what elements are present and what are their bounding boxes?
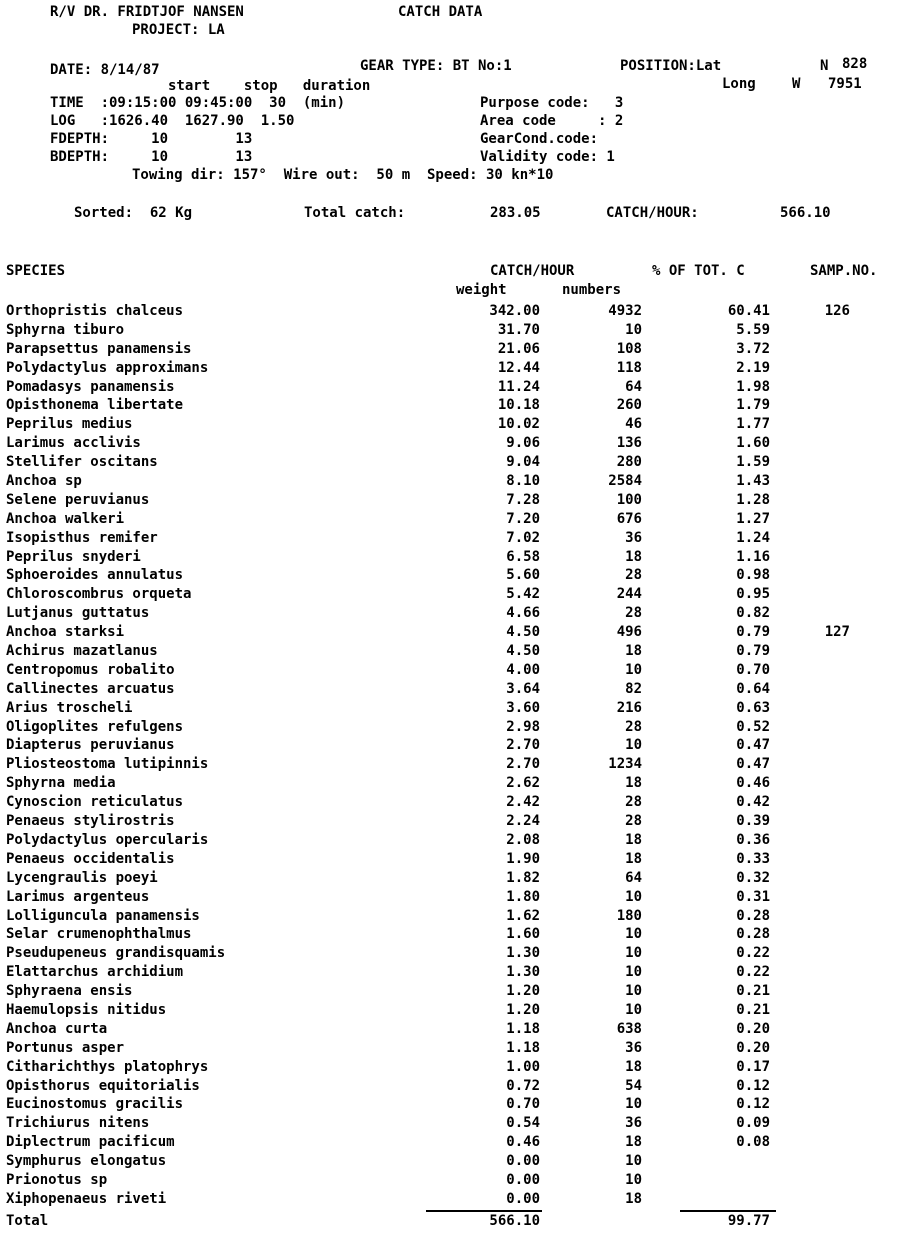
catch-weight: 4.50	[506, 624, 540, 641]
catch-weight: 0.46	[506, 1134, 540, 1151]
species-name: Pomadasys panamensis	[6, 378, 175, 395]
catch-weight: 0.00	[506, 1190, 540, 1207]
log-line: LOG :1626.40 1627.90 1.50	[50, 113, 295, 129]
catch-weight: 1.82	[506, 869, 540, 886]
species-name: Peprilus snyderi	[6, 548, 141, 565]
catch-weight: 2.62	[506, 775, 540, 792]
total-label: Total	[6, 1213, 49, 1229]
long-value: 7951	[828, 76, 862, 92]
catch-weight: 1.18	[506, 1039, 540, 1056]
samp-column-header: SAMP.NO.	[810, 263, 878, 279]
catch-weight: 7.20	[506, 510, 540, 527]
percent-of-total: 0.31	[736, 888, 770, 905]
catch-numbers: 180	[616, 907, 642, 924]
species-name: Callinectes arcuatus	[6, 680, 175, 697]
percent-of-total: 1.16	[736, 548, 770, 565]
gearcond-code: GearCond.code:	[480, 131, 599, 147]
catch-weight: 1.00	[506, 1058, 540, 1075]
catch-numbers: 18	[625, 1058, 642, 1075]
time-column-heads: start stop duration	[168, 78, 371, 94]
species-name: Selar crumenophthalmus	[6, 926, 192, 943]
table-row	[0, 1152, 900, 1171]
catch-numbers: 18	[625, 775, 642, 792]
table-row	[0, 453, 900, 472]
species-name: Achirus mazatlanus	[6, 643, 158, 660]
species-name: Stellifer oscitans	[6, 454, 158, 471]
catch-weight: 5.60	[506, 567, 540, 584]
catch-numbers: 36	[625, 1039, 642, 1056]
catch-hour-label: CATCH/HOUR:	[606, 205, 699, 221]
table-row	[0, 1077, 900, 1096]
species-name: Lutjanus guttatus	[6, 605, 150, 622]
catch-numbers: 18	[625, 1190, 642, 1207]
percent-of-total: 1.24	[736, 529, 770, 546]
catch-weight: 5.42	[506, 586, 540, 603]
table-row	[0, 491, 900, 510]
species-name: Portunus asper	[6, 1039, 125, 1056]
table-row	[0, 623, 900, 642]
table-row	[0, 718, 900, 737]
percent-of-total: 0.36	[736, 831, 770, 848]
species-name: Sphoeroides annulatus	[6, 567, 184, 584]
catch-weight: 9.04	[506, 454, 540, 471]
table-row	[0, 944, 900, 963]
species-name: Elattarchus archidium	[6, 964, 184, 981]
catch-numbers: 28	[625, 813, 642, 830]
species-name: Eucinostomus gracilis	[6, 1096, 184, 1113]
catch-weight: 2.08	[506, 831, 540, 848]
table-row	[0, 680, 900, 699]
catch-numbers: 36	[625, 529, 642, 546]
page-title: CATCH DATA	[398, 4, 483, 20]
percent-of-total: 0.46	[736, 775, 770, 792]
total-catch-label: Total catch:	[304, 205, 406, 221]
species-name: Isopisthus remifer	[6, 529, 158, 546]
table-row	[0, 907, 900, 926]
table-row	[0, 1095, 900, 1114]
catch-numbers: 82	[625, 680, 642, 697]
catch-weight: 4.66	[506, 605, 540, 622]
percent-of-total: 0.12	[736, 1096, 770, 1113]
catch-numbers: 54	[625, 1077, 642, 1094]
purpose-code: Purpose code: 3	[480, 95, 624, 111]
catch-weight: 342.00	[489, 303, 540, 319]
catch-numbers: 10	[625, 926, 642, 943]
catch-numbers: 118	[616, 359, 642, 376]
catch-hour-column-header: CATCH/HOUR	[490, 263, 575, 279]
percent-of-total: 0.32	[736, 869, 770, 886]
species-name: Anchoa walkeri	[6, 510, 125, 527]
catch-numbers: 10	[625, 1153, 642, 1170]
catch-weight: 0.54	[506, 1115, 540, 1132]
catch-numbers: 10	[625, 945, 642, 962]
species-name: Sphyrna tiburo	[6, 321, 125, 338]
catch-numbers: 36	[625, 1115, 642, 1132]
catch-weight: 3.60	[506, 699, 540, 716]
percent-of-total: 0.21	[736, 983, 770, 1000]
catch-numbers: 10	[625, 983, 642, 1000]
table-row	[0, 1039, 900, 1058]
table-row	[0, 736, 900, 755]
validity-code: Validity code: 1	[480, 149, 615, 165]
catch-weight: 1.30	[506, 945, 540, 962]
catch-weight: 4.50	[506, 643, 540, 660]
species-name: Penaeus stylirostris	[6, 813, 175, 830]
catch-weight: 1.62	[506, 907, 540, 924]
table-row	[0, 529, 900, 548]
catch-numbers: 28	[625, 605, 642, 622]
catch-numbers: 10	[625, 888, 642, 905]
table-row	[0, 1190, 900, 1209]
gear-type: GEAR TYPE: BT No:1	[360, 58, 512, 74]
sample-number: 127	[824, 624, 850, 641]
species-name: Lolliguncula panamensis	[6, 907, 200, 924]
species-name: Peprilus medius	[6, 416, 133, 433]
catch-weight: 4.00	[506, 661, 540, 678]
species-name: Trichiurus nitens	[6, 1115, 150, 1132]
percent-of-total: 0.47	[736, 756, 770, 773]
catch-numbers: 28	[625, 567, 642, 584]
species-name: Chloroscombrus orqueta	[6, 586, 192, 603]
catch-numbers: 10	[625, 321, 642, 338]
percent-of-total: 1.59	[736, 454, 770, 471]
total-pct: 99.77	[727, 1213, 770, 1229]
table-row	[0, 1171, 900, 1190]
table-row	[0, 302, 900, 321]
percent-of-total: 0.64	[736, 680, 770, 697]
catch-numbers: 244	[616, 586, 642, 603]
catch-weight: 1.20	[506, 983, 540, 1000]
percent-of-total: 0.22	[736, 964, 770, 981]
table-row	[0, 548, 900, 567]
catch-numbers: 638	[616, 1020, 642, 1037]
table-row	[0, 434, 900, 453]
species-name: Centropomus robalito	[6, 661, 175, 678]
percent-of-total: 3.72	[736, 340, 770, 357]
catch-weight: 0.00	[506, 1171, 540, 1188]
percent-of-total: 2.19	[736, 359, 770, 376]
percent-of-total: 0.21	[736, 1001, 770, 1018]
fdepth-line: FDEPTH: 10 13	[50, 131, 253, 147]
species-name: Pliosteostoma lutipinnis	[6, 756, 209, 773]
percent-of-total: 0.33	[736, 850, 770, 867]
catch-weight: 1.60	[506, 926, 540, 943]
long-direction: W	[792, 76, 801, 92]
table-row	[0, 661, 900, 680]
catch-weight: 3.64	[506, 680, 540, 697]
table-row	[0, 925, 900, 944]
weight-total-rule	[426, 1210, 542, 1212]
sample-number: 126	[824, 303, 850, 319]
numbers-column-header: numbers	[562, 282, 622, 298]
table-row	[0, 755, 900, 774]
percent-of-total: 1.28	[736, 491, 770, 508]
catch-numbers: 280	[616, 454, 642, 471]
catch-weight: 0.00	[506, 1153, 540, 1170]
species-name: Diapterus peruvianus	[6, 737, 175, 754]
catch-weight: 10.18	[497, 397, 540, 414]
species-name: Sphyraena ensis	[6, 983, 133, 1000]
sorted-weight: Sorted: 62 Kg	[74, 205, 193, 221]
species-name: Haemulopsis nitidus	[6, 1001, 167, 1018]
long-label: Long	[722, 76, 756, 92]
catch-numbers: 1234	[608, 756, 642, 773]
species-name: Larimus argenteus	[6, 888, 150, 905]
date-line: DATE: 8/14/87	[50, 62, 160, 78]
table-row	[0, 982, 900, 1001]
total-weight: 566.10	[489, 1213, 540, 1229]
weight-column-header: weight	[456, 282, 507, 298]
percent-of-total: 0.47	[736, 737, 770, 754]
catch-numbers: 18	[625, 548, 642, 565]
catch-numbers: 10	[625, 1096, 642, 1113]
species-name: Larimus acclivis	[6, 435, 141, 452]
percent-of-total: 0.70	[736, 661, 770, 678]
catch-weight: 0.70	[506, 1096, 540, 1113]
table-row	[0, 415, 900, 434]
catch-numbers: 10	[625, 737, 642, 754]
catch-numbers: 4932	[608, 303, 642, 319]
percent-of-total: 0.22	[736, 945, 770, 962]
catch-weight: 11.24	[497, 378, 540, 395]
species-name: Arius troscheli	[6, 699, 133, 716]
species-column-header: SPECIES	[6, 263, 66, 279]
catch-weight: 6.58	[506, 548, 540, 565]
table-row	[0, 850, 900, 869]
bdepth-line: BDEPTH: 10 13	[50, 149, 253, 165]
catch-numbers: 18	[625, 643, 642, 660]
percent-of-total: 0.28	[736, 926, 770, 943]
catch-weight: 7.28	[506, 491, 540, 508]
catch-weight: 2.24	[506, 813, 540, 830]
species-name: Pseudupeneus grandisquamis	[6, 945, 226, 962]
species-name: Opisthorus equitorialis	[6, 1077, 200, 1094]
percent-of-total: 1.77	[736, 416, 770, 433]
catch-numbers: 28	[625, 794, 642, 811]
catch-weight: 10.02	[497, 416, 540, 433]
catch-numbers: 10	[625, 1171, 642, 1188]
catch-weight: 1.18	[506, 1020, 540, 1037]
species-name: Penaeus occidentalis	[6, 850, 175, 867]
percent-of-total: 0.52	[736, 718, 770, 735]
species-name: Oligoplites refulgens	[6, 718, 184, 735]
catch-weight: 1.20	[506, 1001, 540, 1018]
table-row	[0, 510, 900, 529]
catch-numbers: 108	[616, 340, 642, 357]
catch-weight: 21.06	[497, 340, 540, 357]
percent-of-total: 0.39	[736, 813, 770, 830]
catch-weight: 1.80	[506, 888, 540, 905]
catch-weight: 9.06	[506, 435, 540, 452]
species-name: Polydactylus approximans	[6, 359, 209, 376]
position-label: POSITION:Lat	[620, 58, 722, 74]
table-row	[0, 396, 900, 415]
catch-numbers: 216	[616, 699, 642, 716]
species-name: Lycengraulis poeyi	[6, 869, 158, 886]
table-row	[0, 963, 900, 982]
table-row	[0, 604, 900, 623]
pct-total-rule	[680, 1210, 776, 1212]
catch-weight: 2.70	[506, 737, 540, 754]
catch-weight: 1.30	[506, 964, 540, 981]
species-name: Citharichthys platophrys	[6, 1058, 209, 1075]
catch-weight: 7.02	[506, 529, 540, 546]
table-row	[0, 321, 900, 340]
catch-numbers: 10	[625, 964, 642, 981]
catch-weight: 12.44	[497, 359, 540, 376]
table-row	[0, 869, 900, 888]
total-catch-value: 283.05	[490, 205, 541, 221]
species-name: Cynoscion reticulatus	[6, 794, 184, 811]
species-table	[0, 302, 900, 1209]
species-name: Anchoa sp	[6, 473, 82, 490]
catch-numbers: 10	[625, 1001, 642, 1018]
catch-weight: 1.90	[506, 850, 540, 867]
catch-numbers: 260	[616, 397, 642, 414]
table-row	[0, 585, 900, 604]
percent-of-total: 0.28	[736, 907, 770, 924]
table-row	[0, 359, 900, 378]
percent-of-total: 0.98	[736, 567, 770, 584]
species-name: Diplectrum pacificum	[6, 1134, 175, 1151]
catch-weight: 2.98	[506, 718, 540, 735]
table-row	[0, 378, 900, 397]
table-row	[0, 1001, 900, 1020]
species-name: Selene peruvianus	[6, 491, 150, 508]
catch-numbers: 28	[625, 718, 642, 735]
catch-numbers: 136	[616, 435, 642, 452]
towing-line: Towing dir: 157° Wire out: 50 m Speed: 30 kn*10	[132, 167, 554, 183]
species-name: Anchoa curta	[6, 1020, 108, 1037]
table-row	[0, 1114, 900, 1133]
catch-weight: 31.70	[497, 321, 540, 338]
catch-numbers: 496	[616, 624, 642, 641]
percent-of-total: 1.43	[736, 473, 770, 490]
percent-of-total: 0.79	[736, 624, 770, 641]
table-row	[0, 699, 900, 718]
project-label: PROJECT: LA	[132, 22, 225, 38]
table-row	[0, 831, 900, 850]
species-name: Polydactylus opercularis	[6, 831, 209, 848]
table-row	[0, 793, 900, 812]
area-code: Area code : 2	[480, 113, 624, 129]
catch-numbers: 18	[625, 850, 642, 867]
catch-numbers: 100	[616, 491, 642, 508]
species-name: Parapsettus panamensis	[6, 340, 192, 357]
catch-weight: 8.10	[506, 473, 540, 490]
table-row	[0, 566, 900, 585]
catch-weight: 0.72	[506, 1077, 540, 1094]
table-row	[0, 1133, 900, 1152]
table-row	[0, 1058, 900, 1077]
percent-of-total: 0.95	[736, 586, 770, 603]
table-row	[0, 888, 900, 907]
percent-of-total: 0.09	[736, 1115, 770, 1132]
percent-of-total: 0.12	[736, 1077, 770, 1094]
catch-numbers: 18	[625, 831, 642, 848]
catch-numbers: 64	[625, 869, 642, 886]
catch-numbers: 18	[625, 1134, 642, 1151]
percent-of-total: 0.82	[736, 605, 770, 622]
table-row	[0, 340, 900, 359]
catch-weight: 2.70	[506, 756, 540, 773]
species-name: Sphyrna media	[6, 775, 116, 792]
percent-of-total: 60.41	[727, 303, 770, 319]
percent-of-total: 0.63	[736, 699, 770, 716]
species-name: Symphurus elongatus	[6, 1153, 167, 1170]
species-name: Anchoa starksi	[6, 624, 125, 641]
table-row	[0, 642, 900, 661]
percent-of-total: 0.42	[736, 794, 770, 811]
lat-value: 828	[842, 56, 868, 72]
species-name: Xiphopenaeus riveti	[6, 1190, 167, 1207]
catch-numbers: 64	[625, 378, 642, 395]
time-line: TIME :09:15:00 09:45:00 30 (min)	[50, 95, 346, 111]
table-row	[0, 472, 900, 491]
table-row	[0, 1020, 900, 1039]
percent-of-total: 0.20	[736, 1020, 770, 1037]
table-row	[0, 774, 900, 793]
catch-numbers: 46	[625, 416, 642, 433]
lat-direction: N	[820, 58, 829, 74]
catch-weight: 2.42	[506, 794, 540, 811]
catch-hour-value: 566.10	[780, 205, 831, 221]
percent-of-total: 1.60	[736, 435, 770, 452]
percent-of-total: 0.08	[736, 1134, 770, 1151]
vessel-name: R/V DR. FRIDTJOF NANSEN	[50, 4, 244, 20]
percent-of-total: 1.98	[736, 378, 770, 395]
percent-of-total: 0.17	[736, 1058, 770, 1075]
table-row	[0, 812, 900, 831]
percent-of-total: 0.79	[736, 643, 770, 660]
species-name: Orthopristis chalceus	[6, 303, 184, 319]
species-name: Prionotus sp	[6, 1171, 108, 1188]
percent-of-total: 0.20	[736, 1039, 770, 1056]
species-name: Opisthonema libertate	[6, 397, 184, 414]
catch-numbers: 10	[625, 661, 642, 678]
percent-of-total: 1.27	[736, 510, 770, 527]
pct-column-header: % OF TOT. C	[652, 263, 745, 279]
catch-numbers: 2584	[608, 473, 642, 490]
catch-numbers: 676	[616, 510, 642, 527]
percent-of-total: 1.79	[736, 397, 770, 414]
percent-of-total: 5.59	[736, 321, 770, 338]
